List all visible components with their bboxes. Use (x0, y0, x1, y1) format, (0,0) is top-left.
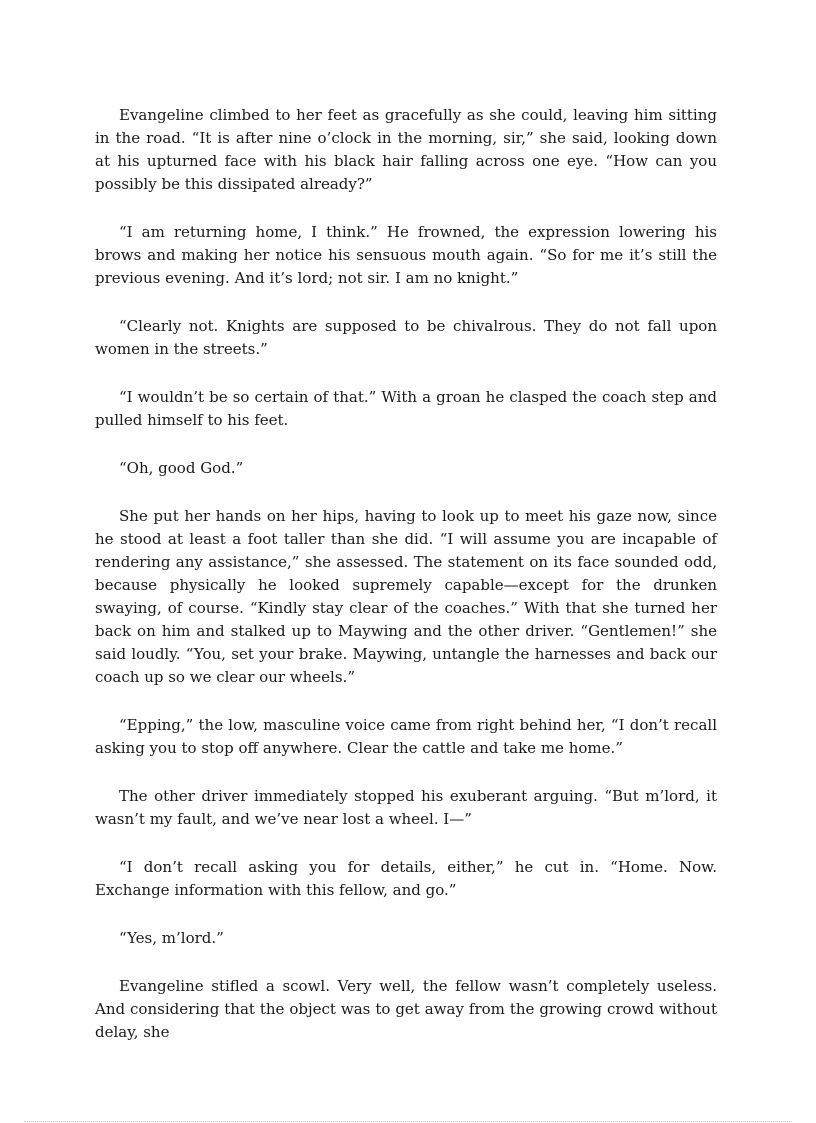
paragraph-3: “Clearly not. Knights are supposed to be chivalrous. They do not fall upon women in the streets.” (95, 317, 717, 358)
paragraph-8: The other driver immediately stopped his exuberant arguing. “But m’lord, it wasn’t my fault, and we’ve near lost a wheel. I—” (95, 787, 717, 828)
paragraph-10: “Yes, m’lord.” (119, 929, 224, 947)
paragraph-9: “I don’t recall asking you for details, either,” he cut in. “Home. Now. Exchange information with this fellow, and go.” (95, 858, 717, 899)
paragraph-6: She put her hands on her hips, having to look up to meet his gaze now, since he stood at least a foot taller than she did. “I will assume you are incapable of rendering any assistance,” she assessed. The statement on its face sounded odd, because physically he looked supremely capable—except for the drunken swaying, of course. “Kindly stay clear of the coaches.” With that she turned her back on him and stalked up to Maywing and the other driver. “Gentlemen!” she said loudly. “You, set your brake. Maywing, untangle the harnesses and back our coach up so we clear our wheels.” (95, 507, 717, 686)
paragraph-2: “I am returning home, I think.” He frowned, the expression lowering his brows and making her notice his sensuous mouth again. “So for me it’s still the previous evening. And it’s lord; not sir. I am no knight.” (95, 223, 717, 287)
paragraph-4: “I wouldn’t be so certain of that.” With a groan he clasped the coach step and pulled himself to his feet. (95, 388, 717, 429)
body-text (95, 104, 717, 1069)
page-bottom-divider (24, 1121, 792, 1122)
paragraph-11: Evangeline stifled a scowl. Very well, the fellow wasn’t completely useless. And considering that the object was to get away from the growing crowd without delay, she (95, 977, 717, 1041)
paragraph-1: Evangeline climbed to her feet as gracefully as she could, leaving him sitting in the road. “It is after nine o’clock in the morning, sir,” she said, looking down at his upturned face with his black hair falling across one eye. “How can you possibly be this dissipated already?” (95, 106, 717, 193)
paragraph-5: “Oh, good God.” (119, 459, 244, 477)
paragraph-7: “Epping,” the low, masculine voice came from right behind her, “I don’t recall asking you to stop off anywhere. Clear the cattle and take me home.” (95, 716, 717, 757)
